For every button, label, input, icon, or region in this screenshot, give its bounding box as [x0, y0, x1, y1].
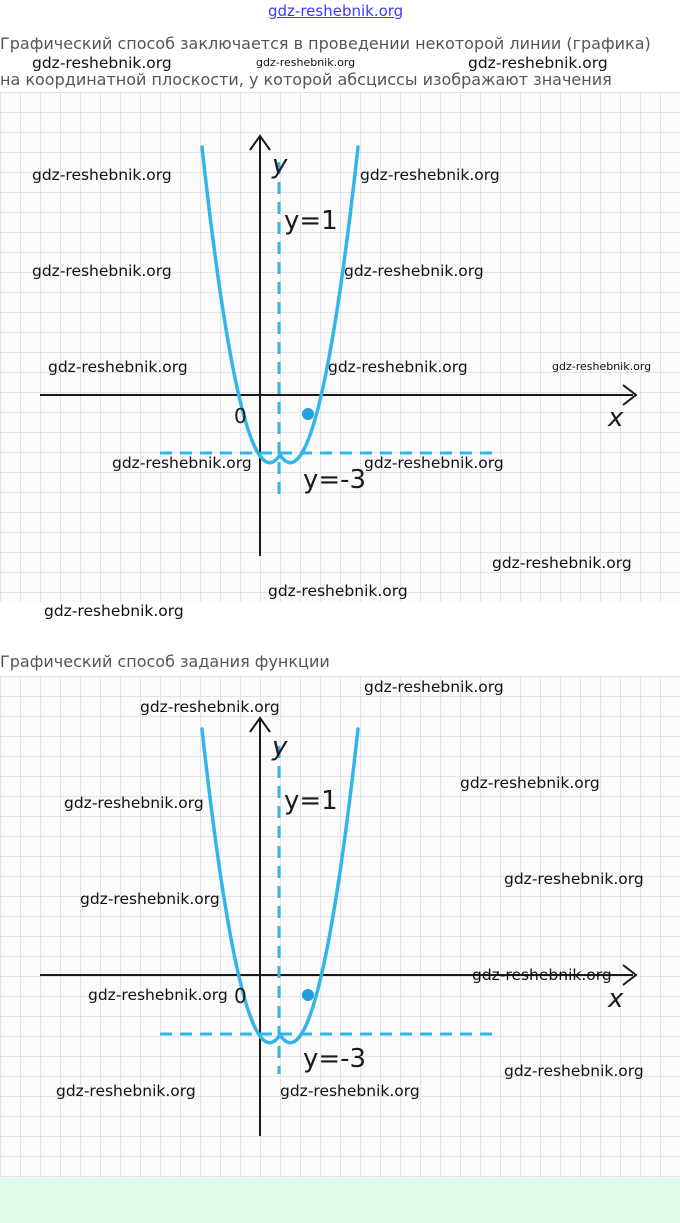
watermark: gdz-reshebnik.org: [64, 794, 204, 812]
paragraph-line-2: на координатной плоскости, у которой абсциссы изображают значения: [0, 70, 612, 89]
watermark: gdz-reshebnik.org: [112, 454, 252, 472]
watermark: gdz-reshebnik.org: [472, 966, 612, 984]
origin-label: 0: [234, 984, 247, 1008]
watermark: gdz-reshebnik.org: [492, 554, 632, 572]
watermark: gdz-reshebnik.org: [504, 1062, 644, 1080]
watermark: gdz-reshebnik.org: [504, 870, 644, 888]
watermark: gdz-reshebnik.org: [328, 358, 468, 376]
horizontal-line-label: y=-3: [303, 465, 367, 495]
origin-label: 0: [234, 404, 247, 428]
watermark: gdz-reshebnik.org: [364, 454, 504, 472]
function-graph-2: [0, 676, 680, 1178]
x-axis-label: x: [608, 984, 624, 1014]
watermark: gdz-reshebnik.org: [468, 54, 608, 72]
watermark: gdz-reshebnik.org: [344, 262, 484, 280]
bottom-band: [0, 1178, 680, 1223]
watermark: gdz-reshebnik.org: [460, 774, 600, 792]
watermark: gdz-reshebnik.org: [56, 1082, 196, 1100]
watermark: gdz-reshebnik.org: [364, 678, 504, 696]
y-axis-label: y: [272, 150, 288, 180]
watermark: gdz-reshebnik.org: [80, 890, 220, 908]
y-axis-label: y: [272, 732, 288, 762]
watermark: gdz-reshebnik.org: [48, 358, 188, 376]
figure-caption: Графический способ задания функции: [0, 652, 330, 671]
watermark: gdz-reshebnik.org: [88, 986, 228, 1004]
x-axis-label: x: [608, 403, 624, 433]
watermark: gdz-reshebnik.org: [280, 1082, 420, 1100]
watermark: gdz-reshebnik.org: [256, 56, 356, 69]
site-link[interactable]: gdz-reshebnik.org: [268, 2, 404, 20]
horizontal-line-label: y=-3: [303, 1044, 367, 1074]
watermark: gdz-reshebnik.org: [44, 602, 184, 620]
vertical-line-label: y=1: [284, 206, 338, 236]
watermark: gdz-reshebnik.org: [32, 262, 172, 280]
watermark: gdz-reshebnik.org: [32, 166, 172, 184]
watermark: gdz-reshebnik.org: [360, 166, 500, 184]
vertical-line-label: y=1: [284, 786, 338, 816]
watermark: gdz-reshebnik.org: [140, 698, 280, 716]
watermark: gdz-reshebnik.org: [268, 582, 408, 600]
paragraph-line-1: Графический способ заключается в проведении некоторой линии (графика): [0, 34, 651, 53]
watermark: gdz-reshebnik.org: [552, 360, 652, 373]
watermark: gdz-reshebnik.org: [32, 54, 172, 72]
